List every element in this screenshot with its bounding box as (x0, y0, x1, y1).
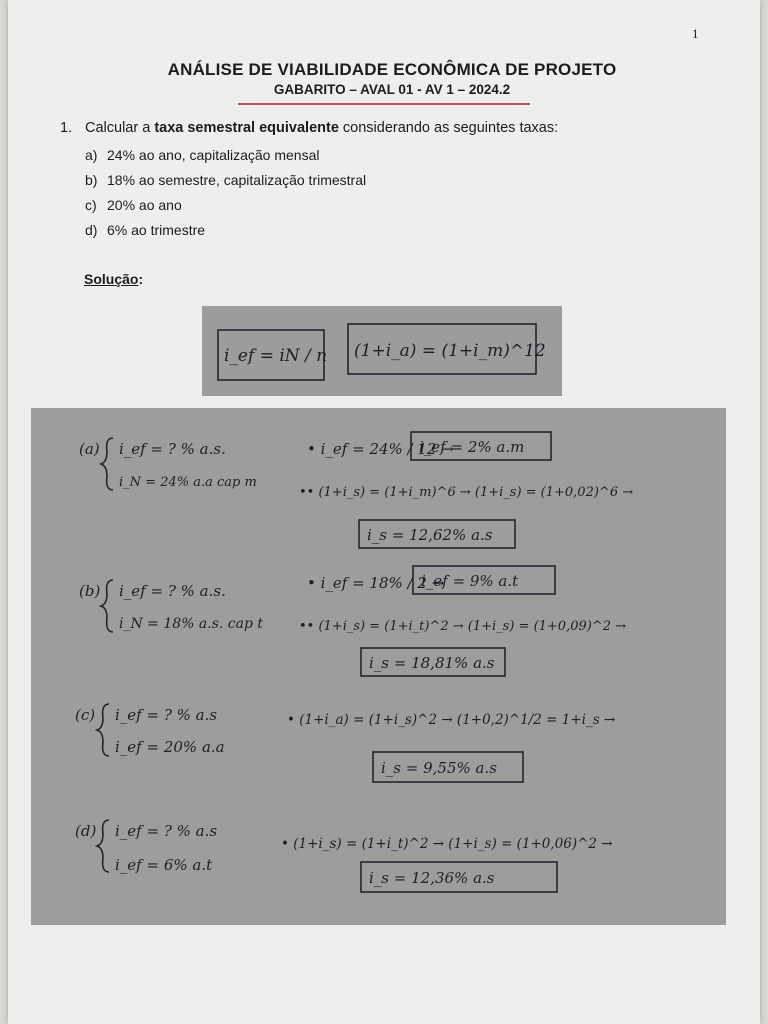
item-b-step1: • i_ef = 18% / 2 → (307, 574, 445, 592)
item-b-result-semestral: i_s = 18,81% a.s (369, 654, 495, 672)
item-c-given-rate: i_ef = ? % a.s (115, 706, 218, 724)
item-d-result-semestral: i_s = 12,36% a.s (369, 869, 495, 887)
item-d-given-quarterly: i_ef = 6% a.t (115, 856, 213, 874)
question-bold-text: taxa semestral equivalente (154, 120, 339, 136)
subtitle-underline (238, 103, 530, 105)
formula-panel (202, 306, 562, 396)
item-a-given-nominal: i_N = 24% a.a cap m (119, 475, 257, 490)
solution-heading: Solução: (84, 271, 144, 287)
item-c-given-annual: i_ef = 20% a.a (115, 738, 225, 756)
document-subtitle: GABARITO – AVAL 01 - AV 1 – 2024.2 (273, 82, 511, 97)
handwritten-solution-panel (31, 408, 726, 925)
page-number: 1 (692, 26, 699, 41)
item-c-label: (c) (75, 706, 96, 724)
question-text: Calcular a taxa semestral equivalente considerando as seguintes taxas: (85, 120, 559, 136)
question-item-d: d) 6% ao trimestre (85, 222, 206, 238)
item-c-step1: • (1+i_a) = (1+i_s)^2 → (1+0,2)^1/2 = 1+i_s → (287, 712, 616, 728)
item-a-result-semestral: i_s = 12,62% a.s (367, 526, 493, 544)
item-a-step2: •• (1+i_s) = (1+i_m)^6 → (1+i_s) = (1+0,02)^6 → (299, 485, 634, 500)
item-b-given-rate: i_ef = ? % a.s. (119, 582, 226, 600)
item-b-label: (b) (79, 582, 101, 600)
item-b-given-nominal: i_N = 18% a.s. cap t (119, 616, 264, 632)
formula-annual-monthly-equivalence: (1+i_a) = (1+i_m)^12 (354, 341, 546, 361)
item-d-step1: • (1+i_s) = (1+i_t)^2 → (1+i_s) = (1+0,06)^2 → (281, 836, 613, 852)
item-a-step1: • i_ef = 24% / 12 → (307, 440, 454, 458)
formula-nominal-to-effective: i_ef = iN / n (224, 346, 328, 366)
question-item-b: b) 18% ao semestre, capitalização trimestral (85, 172, 367, 188)
item-a-result-monthly: i_ef = 2% a.m (419, 438, 525, 456)
item-d-label: (d) (75, 822, 97, 840)
document-title: ANÁLISE DE VIABILIDADE ECONÔMICA DE PROJETO (167, 60, 617, 79)
item-a-given-rate: i_ef = ? % a.s. (119, 440, 226, 458)
item-b-result-quarterly: i_ef = 9% a.t (421, 572, 519, 590)
item-d-given-rate: i_ef = ? % a.s (115, 822, 218, 840)
question-number: 1. (60, 120, 73, 136)
item-a-label: (a) (79, 440, 100, 458)
item-c-result-semestral: i_s = 9,55% a.s (381, 759, 497, 777)
question-item-a: a) 24% ao ano, capitalização mensal (85, 147, 320, 163)
question-item-c: c) 20% ao ano (85, 197, 182, 213)
item-b-step2: •• (1+i_s) = (1+i_t)^2 → (1+i_s) = (1+0,09)^2 → (299, 619, 627, 634)
